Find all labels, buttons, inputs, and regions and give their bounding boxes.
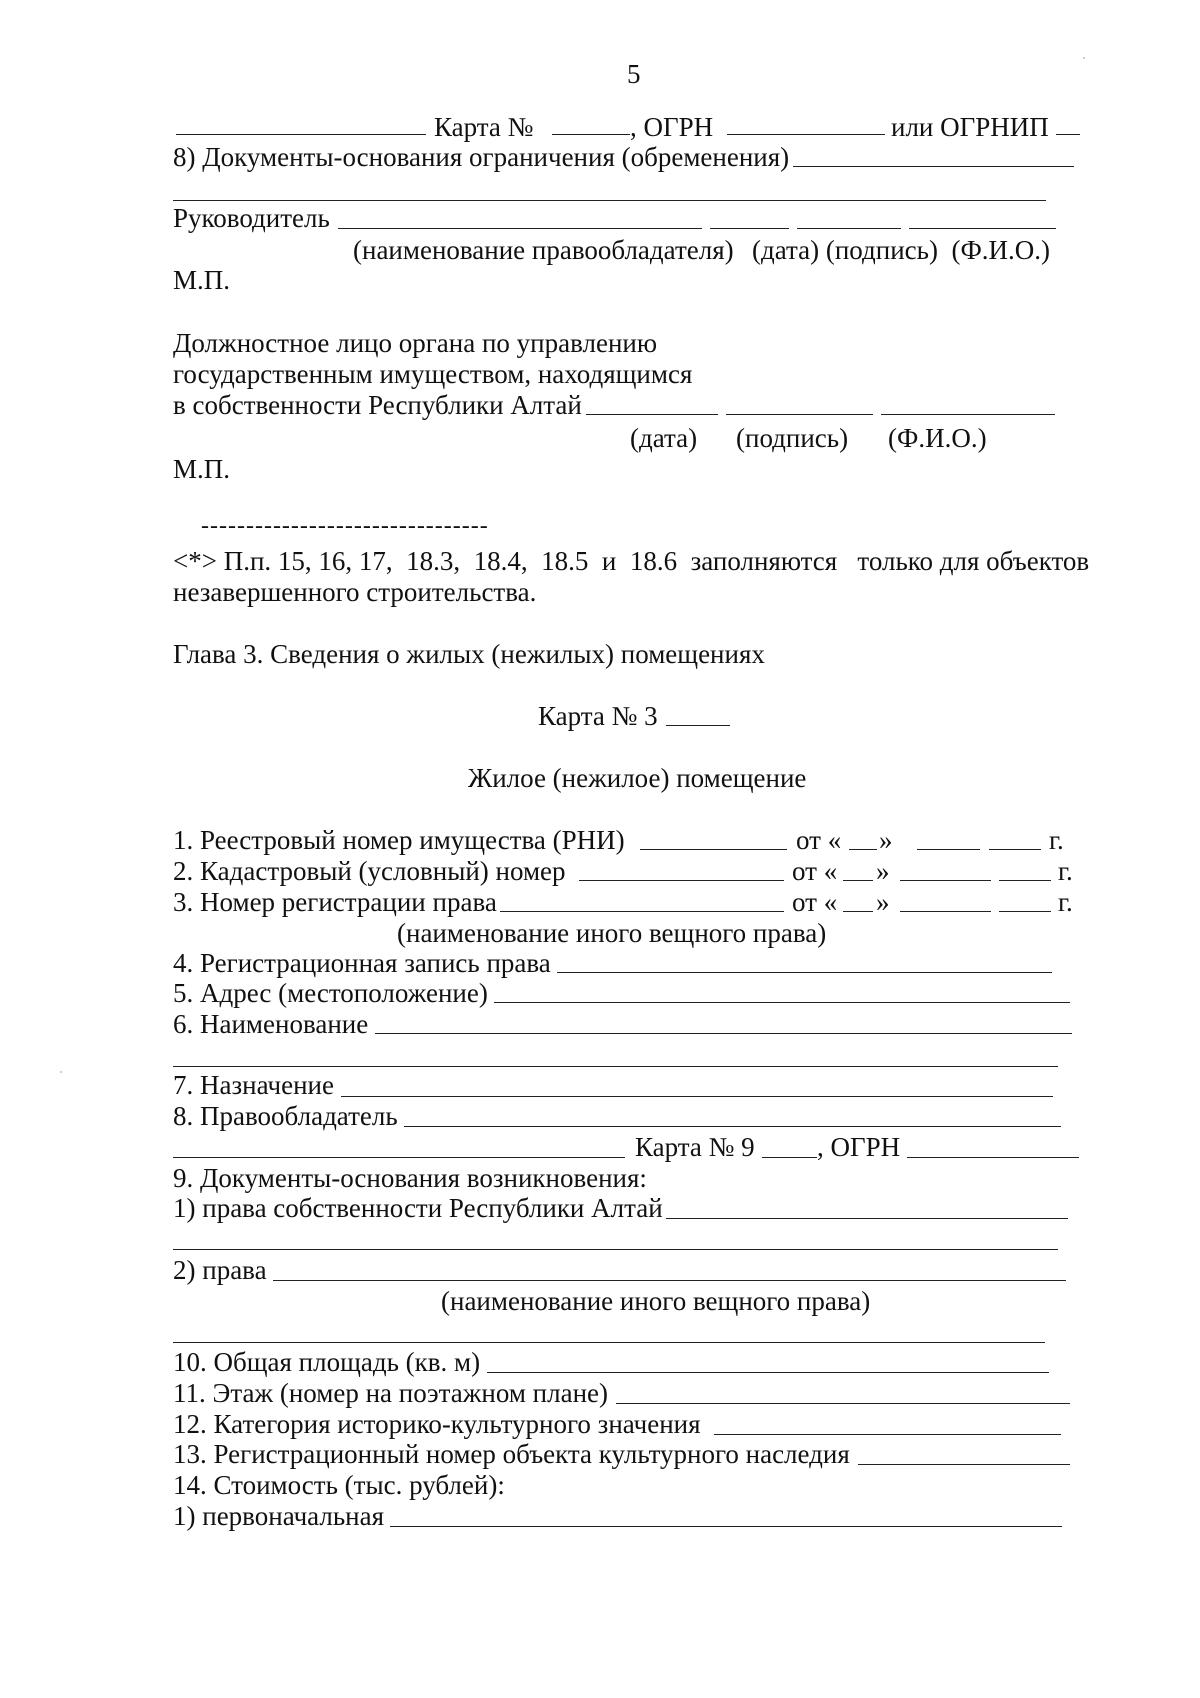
page-number: 5 [627,59,641,89]
caption-fio: (Ф.И.О.) [888,423,987,453]
blank-line [726,414,873,415]
official-line-2: государственным имуществом, находящимся [173,359,693,389]
year-suffix: г. [1058,887,1073,917]
head-caption-rest: (дата) (подпись) (Ф.И.О.) [752,235,1051,265]
blank-line [849,849,877,850]
blank-line [338,228,702,229]
blank-line [557,972,1052,973]
footnote-separator: -------------------------------- [201,513,489,539]
blank-line [989,849,1041,850]
seal-label: М.П. [173,265,231,295]
blank-line [999,880,1051,881]
blank-line [900,911,991,912]
scan-speck [1083,57,1085,59]
field-9-2-label: 2) права [173,1255,267,1285]
field-11-label: 11. Этаж (номер на поэтажном плане) [173,1378,609,1408]
field-1-label: 1. Реестровый номер имущества (РНИ) [173,825,625,855]
blank-line [797,228,901,229]
blank-line [616,1403,1070,1404]
blank-line [487,1372,1049,1373]
blank-line [173,1157,625,1158]
footnote-line-2: незавершенного строительства. [173,577,537,607]
field-8-label: 8. Правообладатель [173,1101,398,1131]
blank-line [762,1157,817,1158]
year-suffix: г. [1058,856,1073,886]
field-7-label: 7. Назначение [173,1070,334,1100]
blank-line [710,228,789,229]
card-label: Карта № [434,112,534,142]
caption-date: (дата) [630,423,698,453]
blank-line [404,1126,1061,1127]
blank-line [727,134,885,135]
field-9-1-label: 1) права собственности Республики Алтай [173,1193,663,1223]
ogrnip-label: или ОГРНИП [891,112,1049,142]
blank-line [714,1434,1061,1435]
item-8-label: 8) Документы-основания ограничения (обременения) [173,142,790,172]
blank-line [843,911,873,912]
head-label: Руководитель [173,203,330,233]
blank-line [793,166,1074,167]
field-14-label: 14. Стоимость (тыс. рублей): [173,1470,505,1500]
blank-line [494,1002,1070,1003]
blank-line [917,849,980,850]
field-9-label: 9. Документы-основания возникновения: [173,1163,647,1193]
caption-signature: (подпись) [736,423,849,453]
field-14-1-label: 1) первоначальная [173,1501,385,1531]
quote-close: » [879,825,893,855]
blank-line [907,1157,1079,1158]
blank-line [341,1096,1053,1097]
field-4-label: 4. Регистрационная запись права [173,948,551,978]
field-10-label: 10. Общая площадь (кв. м) [173,1347,481,1377]
blank-line [173,1249,1058,1250]
blank-line [858,1464,1070,1465]
date-from-label: от « [792,887,838,917]
ogrn-label: , ОГРН [817,1132,901,1162]
blank-line [843,880,873,881]
blank-line [390,1526,1062,1527]
blank-line [900,880,991,881]
blank-line [579,880,784,881]
field-9-2-caption: (наименование иного вещного права) [441,1286,871,1316]
blank-line [640,849,787,850]
official-line-1: Должностное лицо органа по управлению [173,328,658,358]
year-suffix: г. [1049,825,1064,855]
head-caption-name: (наименование правообладателя) [353,235,734,265]
scan-speck [60,1071,62,1073]
blank-line [1056,134,1080,135]
quote-close: » [876,887,890,917]
footnote-line-1: <*> П.п. 15, 16, 17, 18.3, 18.4, 18.5 и 18.6 заполняются только для объектов [173,546,1090,576]
blank-line [552,134,630,135]
blank-line [666,725,730,726]
card-9-label: Карта № 9 [635,1132,755,1162]
ogrn-label: , ОГРН [630,112,714,142]
seal-label: М.П. [173,454,231,484]
blank-line [500,911,784,912]
blank-line [909,228,1056,229]
blank-line [999,911,1051,912]
field-3-label: 3. Номер регистрации права [173,887,497,917]
chapter-title: Глава 3. Сведения о жилых (нежилых) помещениях [173,639,765,669]
blank-line [586,414,718,415]
field-12-label: 12. Категория историко-культурного значения [173,1409,701,1439]
blank-line [881,414,1055,415]
field-3-caption: (наименование иного вещного права) [397,918,827,948]
blank-line [666,1218,1068,1219]
blank-line [173,200,1046,201]
blank-line [173,1066,1058,1067]
field-6-label: 6. Наименование [173,1009,369,1039]
card-title: Карта № 3 [538,701,658,731]
blank-line [176,134,426,135]
official-line-3: в собственности Республики Алтай [173,390,582,420]
field-2-label: 2. Кадастровый (условный) номер [173,856,566,886]
date-from-label: от « [796,825,842,855]
blank-line [273,1280,1066,1281]
blank-line [375,1033,1072,1034]
field-5-label: 5. Адрес (местоположение) [173,978,488,1008]
blank-line [173,1342,1045,1343]
field-13-label: 13. Регистрационный номер объекта культурного наследия [173,1439,850,1469]
date-from-label: от « [792,856,838,886]
quote-close: » [876,856,890,886]
section-subtitle: Жилое (нежилое) помещение [468,763,807,793]
